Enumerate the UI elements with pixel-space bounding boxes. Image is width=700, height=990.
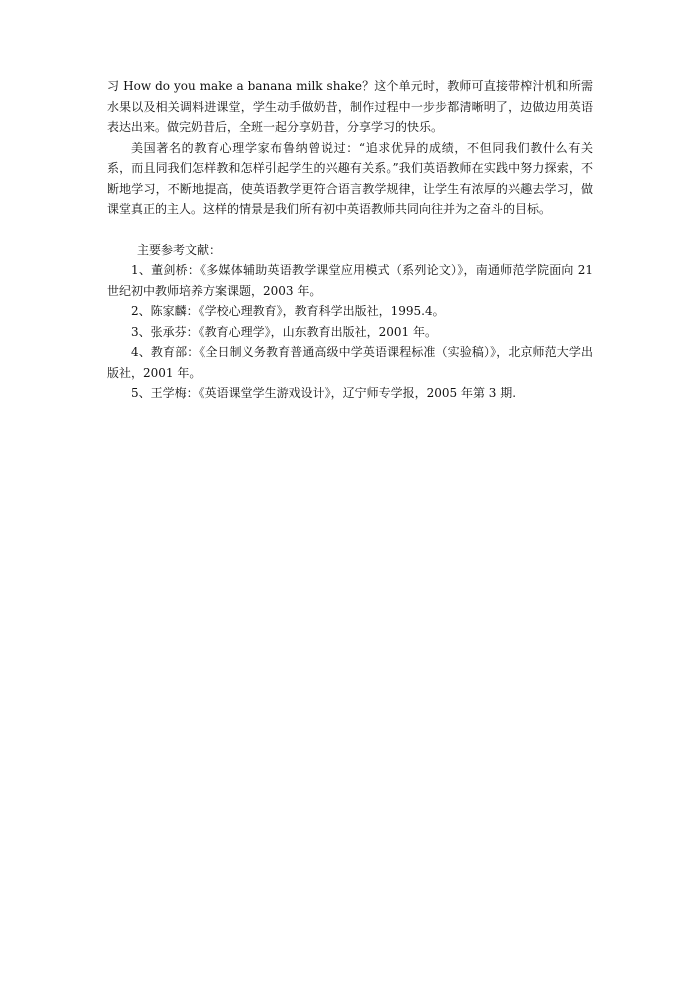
reference-item-4: 4、教育部：《全日制义务教育普通高级中学英语课程标准（实验稿）》，北京师范大学出版社，2001 年。: [107, 345, 593, 380]
reference-item-3: 3、张承芬：《教育心理学》，山东教育出版社，2001 年。: [131, 324, 437, 339]
body-paragraph-2: 美国著名的教育心理学家布鲁纳曾说过：“追求优异的成绩，不但同我们教什么有关系，而且同我们怎样教和怎样引起学生的兴趣有关系。”我们英语教师在实践中努力探索，不断地学习，不断地提高，使英语教学更符合语言教学规律，让学生有浓厚的兴趣去学习，做课堂真正的主人。这样的情景是我们所有初中英语教师共同向往并为之奋斗的目标。: [107, 140, 593, 216]
section-gap: [107, 220, 593, 240]
document-page: [107, 76, 593, 404]
body-paragraph-1: 习 How do you make a banana milk shake？这个单元时，教师可直接带榨汁机和所需水果以及相关调料进课堂，学生动手做奶昔，制作过程中一步步都清晰明了，边做边用英语表达出来。做完奶昔后，全班一起分享奶昔，分享学习的快乐。: [107, 79, 593, 134]
reference-item-5: 5、王学梅：《英语课堂学生游戏设计》，辽宁师专学报，2005 年第 3 期.: [131, 386, 517, 400]
references-title: 主要参考文献：: [137, 242, 222, 257]
reference-item-2: 2、陈家麟：《学校心理教育》，教育科学出版社，1995.4。: [131, 304, 445, 318]
reference-item-1: 1、董剑桥：《多媒体辅助英语教学课堂应用模式（系列论文）》，南通师范学院面向 21 世纪初中教师培养方案课题，2003 年。: [107, 263, 593, 298]
